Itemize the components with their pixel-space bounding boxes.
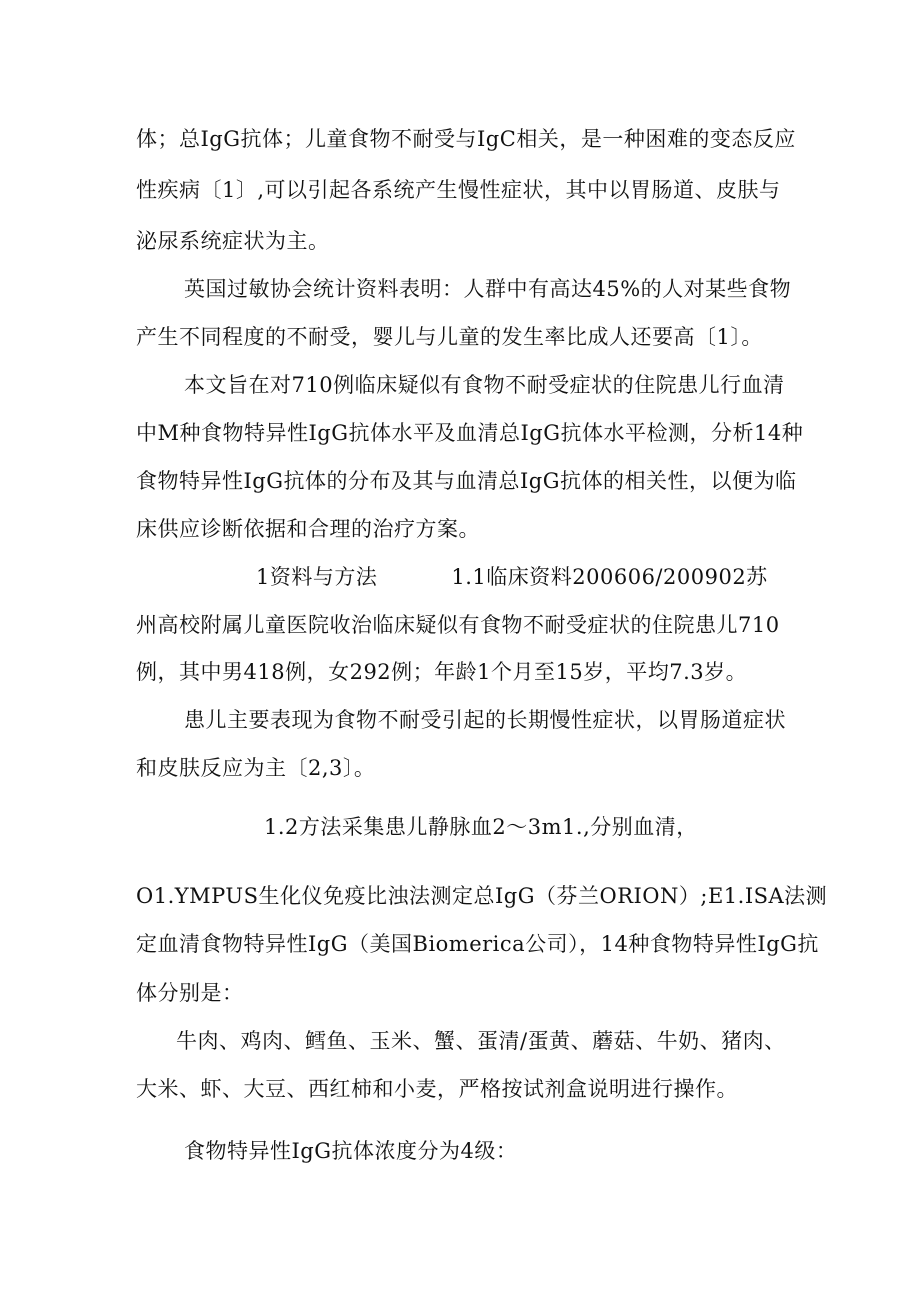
text-line: 体；总IgG抗体；儿童食物不耐受与IgC相关，是一种困难的变态反应 [136, 127, 796, 151]
text-line: 例，其中男418例，女292例；年龄1个月至15岁，平均7.3岁。 [136, 660, 748, 684]
text-line: 食物特异性IgG抗体浓度分为4级： [184, 1139, 518, 1163]
text-line: 泌尿系统症状为主。 [136, 229, 330, 253]
text-line: 州高校附属儿童医院收治临床疑似有食物不耐受症状的住院患儿710 [136, 613, 780, 637]
text-line: 体分别是： [136, 981, 244, 1005]
text-line: 和皮肤反应为主〔2,3〕。 [136, 756, 376, 780]
section-heading-line [256, 562, 768, 592]
text-line: 产生不同程度的不耐受，婴儿与儿童的发生率比成人还要高〔1〕。 [136, 325, 763, 349]
text-line: 英国过敏协会统计资料表明：人群中有高达45%的人对某些食物 [184, 277, 792, 301]
text-line: 食物特异性IgG抗体的分布及其与血清总IgG抗体的相关性，以便为临 [136, 469, 797, 493]
text-line: 本文旨在对710例临床疑似有食物不耐受症状的住院患儿行血清 [184, 373, 785, 397]
subsection-heading: 1.1临床资料200606/200902苏 [451, 565, 768, 589]
text-line: 牛肉、鸡肉、鳕鱼、玉米、蟹、蛋清/蛋黄、蘑菇、牛奶、猪肉、 [176, 1029, 786, 1053]
text-line: O1.YMPUS生化仪免疫比浊法测定总IgG（芬兰ORION）;E1.ISA法测 [136, 884, 828, 908]
text-line: 床供应诊断依据和合理的治疗方案。 [136, 517, 480, 541]
text-line: 患儿主要表现为食物不耐受引起的长期慢性症状，以胃肠道症状 [184, 708, 786, 732]
text-line: 大米、虾、大豆、西红柿和小麦，严格按试剂盒说明进行操作。 [136, 1077, 738, 1101]
text-line: 性疾病〔1〕,可以引起各系统产生慢性症状，其中以胃肠道、皮肤与 [136, 178, 781, 202]
text-line: 1.2方法采集患儿静脉血2～3m1.,分别血清， [264, 815, 698, 839]
text-line: 中M种食物特异性IgG抗体水平及血清总IgG抗体水平检测，分析14种 [136, 421, 804, 445]
section-heading: 1资料与方法 [256, 565, 378, 589]
text-line: 定血清食物特异性IgG（美国Biomerica公司），14种食物特异性IgG抗 [136, 932, 819, 956]
